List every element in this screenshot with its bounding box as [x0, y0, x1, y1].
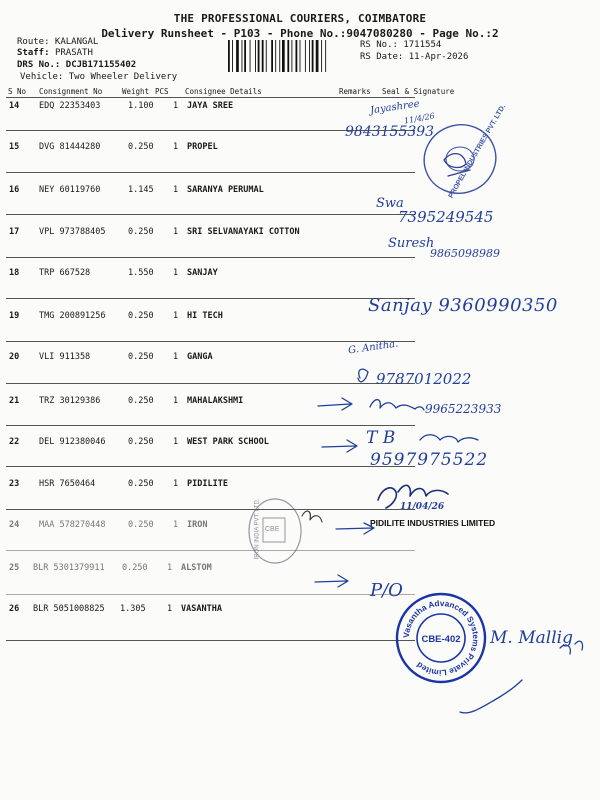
row-consignee: SARANYA PERUMAL — [187, 185, 264, 195]
row-consignee: WEST PARK SCHOOL — [187, 437, 269, 447]
route: Route: KALANGAL — [17, 37, 99, 47]
hw-row18-sign-phone: Sanjay 9360990350 — [368, 295, 558, 316]
row-sno: 14 — [9, 101, 20, 111]
drs-value: DCJB171155402 — [65, 60, 137, 70]
row-sno: 26 — [9, 604, 20, 614]
row-consignment: TMG 200891256 — [39, 311, 106, 321]
row-pcs: 1 — [167, 563, 173, 573]
hw-row23-phone: 9597975522 — [370, 450, 489, 470]
signature-row23 — [378, 485, 448, 508]
arrow-row21 — [318, 398, 352, 410]
row-consignment: BLR 5301379911 — [33, 563, 105, 573]
row-sno: 17 — [9, 227, 20, 237]
row-pcs: 1 — [173, 185, 179, 195]
pidilite-stamp: PIDILITE INDUSTRIES LIMITED — [370, 518, 496, 528]
row-consignment: DEL 912380046 — [39, 437, 106, 447]
row-weight: 0.250 — [128, 142, 154, 152]
hw-row23-date: 11/04/26 — [400, 502, 445, 512]
row-pcs: 1 — [173, 268, 179, 278]
col-sno: S No — [8, 87, 27, 96]
iron-seal-text: IRON INDIA PVT. LTD. — [254, 498, 261, 560]
row-sno: 15 — [9, 142, 20, 152]
row-consignee: SRI SELVANAYAKI COTTON — [187, 227, 300, 237]
row-weight: 0.250 — [122, 563, 148, 573]
rs-number: RS No.: 1711554 — [360, 40, 442, 50]
row-consignee: ALSTOM — [181, 563, 212, 573]
hw-row17-sign: Suresh — [388, 236, 435, 251]
scribble-row22 — [420, 435, 478, 442]
row-weight: 1.145 — [128, 185, 154, 195]
vasantha-seal-center: CBE-402 — [421, 634, 461, 645]
rs-date: RS Date: 11-Apr-2026 — [360, 52, 469, 62]
hw-row20-phone: 9787012022 — [376, 370, 472, 388]
row-sno: 16 — [9, 185, 20, 195]
company-name: THE PROFESSIONAL COURIERS, COIMBATORE — [173, 12, 427, 25]
row-consignment: VLI 911358 — [39, 352, 91, 362]
row-consignment: HSR 7650464 — [39, 479, 96, 489]
propel-stamp-mark — [444, 154, 470, 176]
row-pcs: 1 — [173, 437, 179, 447]
hw-row14-name: Jayashree — [369, 98, 421, 117]
row-sno: 22 — [9, 437, 20, 447]
row-consignment: MAA 578270448 — [39, 520, 106, 530]
row-weight: 0.250 — [128, 352, 154, 362]
row-sno: 21 — [9, 396, 20, 406]
hw-row21-phone: 9965223933 — [425, 402, 502, 416]
arrow-row24 — [336, 523, 374, 534]
row-weight: 0.250 — [128, 520, 154, 530]
row-consignment: BLR 5051008825 — [33, 604, 105, 614]
row-pcs: 1 — [167, 604, 173, 614]
row-weight: 0.250 — [128, 437, 154, 447]
scribble-row21 — [370, 400, 424, 410]
row-consignment: NEY 60119760 — [39, 185, 101, 195]
row-weight: 0.250 — [128, 479, 154, 489]
row-sno: 25 — [9, 563, 20, 573]
row-pcs: 1 — [173, 227, 179, 237]
col-weight: Weight — [122, 87, 150, 96]
row-sno: 20 — [9, 352, 20, 362]
row-consignee: PROPEL — [187, 142, 218, 152]
row-consignment: TRZ 30129386 — [39, 396, 101, 406]
arrow-row25 — [315, 575, 348, 587]
row-sno: 23 — [9, 479, 20, 489]
row-pcs: 1 — [173, 311, 179, 321]
hw-row14-date: 11/4/26 — [403, 111, 436, 126]
row-consignee: PIDILITE — [187, 479, 228, 489]
propel-seal-text: PROPEL INDUSTRIES PVT. LTD. — [447, 103, 508, 200]
row-weight: 0.250 — [128, 396, 154, 406]
row-consignee: HI TECH — [187, 311, 223, 321]
loop-bottom — [460, 680, 522, 713]
row-weight: 0.250 — [128, 311, 154, 321]
drs-label: DRS No.: — [17, 60, 61, 70]
row-weight: 1.550 — [128, 268, 154, 278]
row-pcs: 1 — [173, 396, 179, 406]
hw-row16-sign: Swa — [376, 196, 404, 211]
runsheet-title: Delivery Runsheet - P103 - Phone No.:9047080280 - Page No.:2 — [101, 27, 499, 40]
hw-row17-phone: 9865098989 — [430, 247, 500, 260]
vehicle: Vehicle: Two Wheeler Delivery — [20, 72, 178, 82]
row-consignment: TRP 667528 — [39, 268, 91, 278]
col-consignment: Consignment No — [39, 87, 103, 96]
hw-row22-sign: T B — [366, 428, 396, 448]
col-seal: Seal & Signature — [382, 87, 455, 96]
row-weight: 1.100 — [128, 101, 154, 111]
row-pcs: 1 — [173, 352, 179, 362]
staff-value: PRASATH — [54, 48, 93, 58]
col-consignee: Consignee Details — [185, 87, 262, 96]
hw-row25-po: P/O — [370, 580, 403, 601]
col-pcs: PCS — [155, 87, 169, 96]
hw-row26-sign: M. Mallig — [490, 628, 573, 648]
row-consignment: VPL 973788405 — [39, 227, 106, 237]
row-consignee: MAHALAKSHMI — [187, 396, 244, 406]
row-sno: 24 — [9, 520, 20, 530]
vasantha-seal-ring-text: Vasantha Advanced Systems Private Limited — [401, 598, 481, 678]
row-pcs: 1 — [173, 479, 179, 489]
row-pcs: 1 — [173, 520, 179, 530]
hw-row20-name: G. Anitha. — [347, 338, 399, 357]
row-consignee: JAYA SREE — [187, 101, 234, 111]
row-weight: 1.305 — [120, 604, 146, 614]
row-consignee: SANJAY — [187, 268, 218, 278]
row-consignee: IRON — [187, 520, 208, 530]
iron-seal-code: CBE — [265, 526, 280, 533]
arrow-row22 — [322, 440, 357, 452]
hw-row16-phone: 7395249545 — [398, 208, 494, 226]
row-consignee: VASANTHA — [181, 604, 222, 614]
col-remarks: Remarks — [339, 87, 371, 96]
row-weight: 0.250 — [128, 227, 154, 237]
row-pcs: 1 — [173, 142, 179, 152]
staff-label: Staff: — [17, 48, 50, 58]
signature-row26 — [560, 641, 583, 654]
row-sno: 19 — [9, 311, 20, 321]
row-sno: 18 — [9, 268, 20, 278]
hw-row14-phone: 9843155393 — [345, 124, 435, 140]
row-consignee: GANGA — [187, 352, 213, 362]
row-consignment: DVG 81444280 — [39, 142, 101, 152]
row-consignment: EDQ 22353403 — [39, 101, 101, 111]
scribble-row20 — [358, 369, 368, 382]
row-pcs: 1 — [173, 101, 179, 111]
signature-iron — [302, 511, 322, 522]
